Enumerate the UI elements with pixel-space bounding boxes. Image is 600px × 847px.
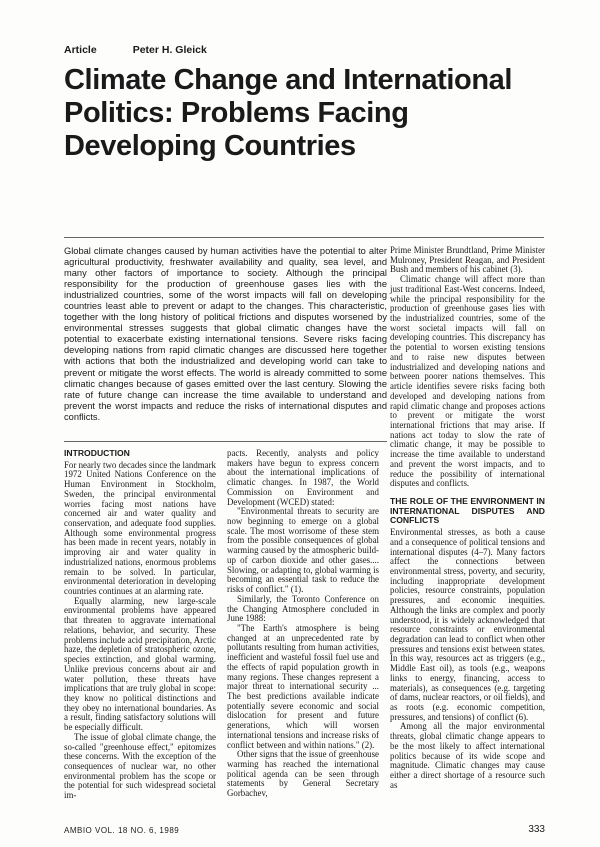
page-number: 333 (528, 824, 545, 835)
column-1 (64, 449, 216, 801)
quotation: "Environmental threats to security are now beginning to emerge on a global scale. The most worrisome of these stem from the possible consequences of global warming caused by the atmospheric build-up of carbon dioxide and other gases.... Slowing, or adapting to, global warming is becoming an essential task to reduce the risks of conflict." (1). (227, 506, 379, 595)
paragraph: The issue of global climate change, the so-called "greenhouse effect," epitomizes these concerns. With the exception of the consequences of nuclear war, no other environmental problem has the scope or the potential for such widespread societal im- (64, 731, 216, 801)
quotation: "The Earth's atmosphere is being changed at an unprecedented rate by pollutants resulting from human activities, inefficient and wasteful fossil fuel use and the effects of rapid population growth in many regions. These changes represent a major threat to international security ... The best predictions available indicate potentially severe economic and social dislocation for present and future generations, which will worsen international tensions and increase risks of conflict between and within nations." (2). (227, 622, 379, 750)
paragraph: Environmental stresses, as both a cause and a consequence of political tensions and international disputes (4–7). Many factors affect the connections between environmental stress, poverty, and security, including inappropriate development policies, resource constraints, population pressures, and economic inequities. Although the links are complex and poorly understood, it is widely acknowledged that resource constraints or environmental degradation can lead to conflict when other pressures and tensions exist between states. In this way, resources act as triggers (e.g., Middle East oil), as tools (e.g., weapons links to energy, financing, access to materials), as consequences (e.g. targeting of dams, nuclear reactors, or oil fields), and as roots (e.g. economic competition, pressures, and tensions) of conflict (6). (390, 527, 545, 722)
column-2 (227, 449, 379, 799)
paragraph: Among all the major environmental threats, global climatic change appears to be the most likely to affect international politics because of its wide scope and magnitude. Climatic changes may cause either a direct shortage of a resource such as (390, 721, 545, 790)
article-title: Climate Change and International Politics: Problems Facing Developing Countries (64, 64, 513, 162)
page-footer (64, 826, 545, 835)
abstract: Global climate changes caused by human activities have the potential to alter agricultural productivity, freshwater availability and quality, sea level, and many other factors of importance to society. Although the principal responsibility for the production of greenhouse gases lies with the industrialized countries, some of the worst impacts will fall on developing countries least able to prevent or adapt to the changes. This characteristic, together with the long history of political frictions and disputes worsened by environmental stresses suggests that global climatic changes have the potential to exacerbate existing international tensions. Severe risks facing developing nations from rapid climatic changes are discussed here together with actions that both the industrialized and developing world can take to prevent or mitigate the worst effects. The world is already committed to some climatic changes because of gases emitted over the last century. Slowing the rate of future change can increase the time available to understand and prevent the worst impacts and reduce the risks of international disputes and conflicts. (64, 246, 387, 422)
paragraph: Equally alarming, new large-scale environmental problems have appeared that threaten to aggravate international relations, behavior, and security. These problems include acid precipitation, Arctic haze, the depletion of stratospheric ozone, species extinction, and global warming. Unlike previous concerns about air and water pollution, these threats have implications that are truly global in scope: they know no political distinctions and they obey no international boundaries. As a result, finding satisfactory solutions will be especially difficult. (64, 595, 216, 733)
paragraph: Other signs that the issue of greenhouse warming has reached the international political agenda can be seen through statements by General Secretary Gorbachev, (227, 749, 379, 799)
paragraph: pacts. Recently, analysts and policy makers have begun to express concern about the international implications of climatic changes. In 1987, the World Commission on Environment and Development (WCED) stated: (227, 448, 379, 507)
abstract-divider (64, 441, 387, 442)
author-name: Peter H. Gleick (132, 44, 207, 56)
paragraph: Prime Minister Brundtland, Prime Minister Mulroney, President Reagan, and President Bush and members of his cabinet (3). (390, 245, 545, 275)
paragraph: Similarly, the Toronto Conference on the Changing Atmosphere concluded in June 1988: (227, 593, 379, 624)
journal-citation: AMBIO VOL. 18 NO. 6, 1989 (64, 826, 180, 835)
title-divider (64, 237, 544, 238)
paragraph: Climatic change will affect more than just traditional East-West concerns. Indeed, while the principal responsibility for the production of greenhouse gases lies with the industrialized countries, some of the worst societal impacts will fall on developing countries. This discrepancy has the potential to worsen existing tensions and to raise new disputes between industrialized and developing nations and between poorer nations themselves. This article identifies severe risks facing both developed and developing nations from rapid climatic change and proposes actions to prevent or mitigate the worst international frictions that may arise. If nations act today to slow the rate of climatic change, it may be possible to increase the time available to understand and prevent the worst impacts, and to reduce the possibility of international disputes and conflicts. (390, 274, 545, 489)
paragraph: For nearly two decades since the landmark 1972 United Nations Conference on the Human Environment in Stockholm, Sweden, the principal environmental worries facing most nations have concerned air and water quality and conservation, and adequate food supplies. Although some environmental progress has been made in recent years, notably in improving air and water quality in industrialized nations, enormous problems remain to be solved. In particular, environmental deterioration in developing countries continues at an alarming rate. (64, 459, 216, 597)
section-heading-introduction: INTRODUCTION (64, 448, 130, 458)
article-header (64, 44, 207, 56)
article-label: Article (64, 44, 97, 56)
column-3 (390, 246, 545, 790)
section-heading-role-of-environment: THE ROLE OF THE ENVIRONMENT IN INTERNATIONAL DISPUTES AND CONFLICTS (390, 495, 545, 526)
